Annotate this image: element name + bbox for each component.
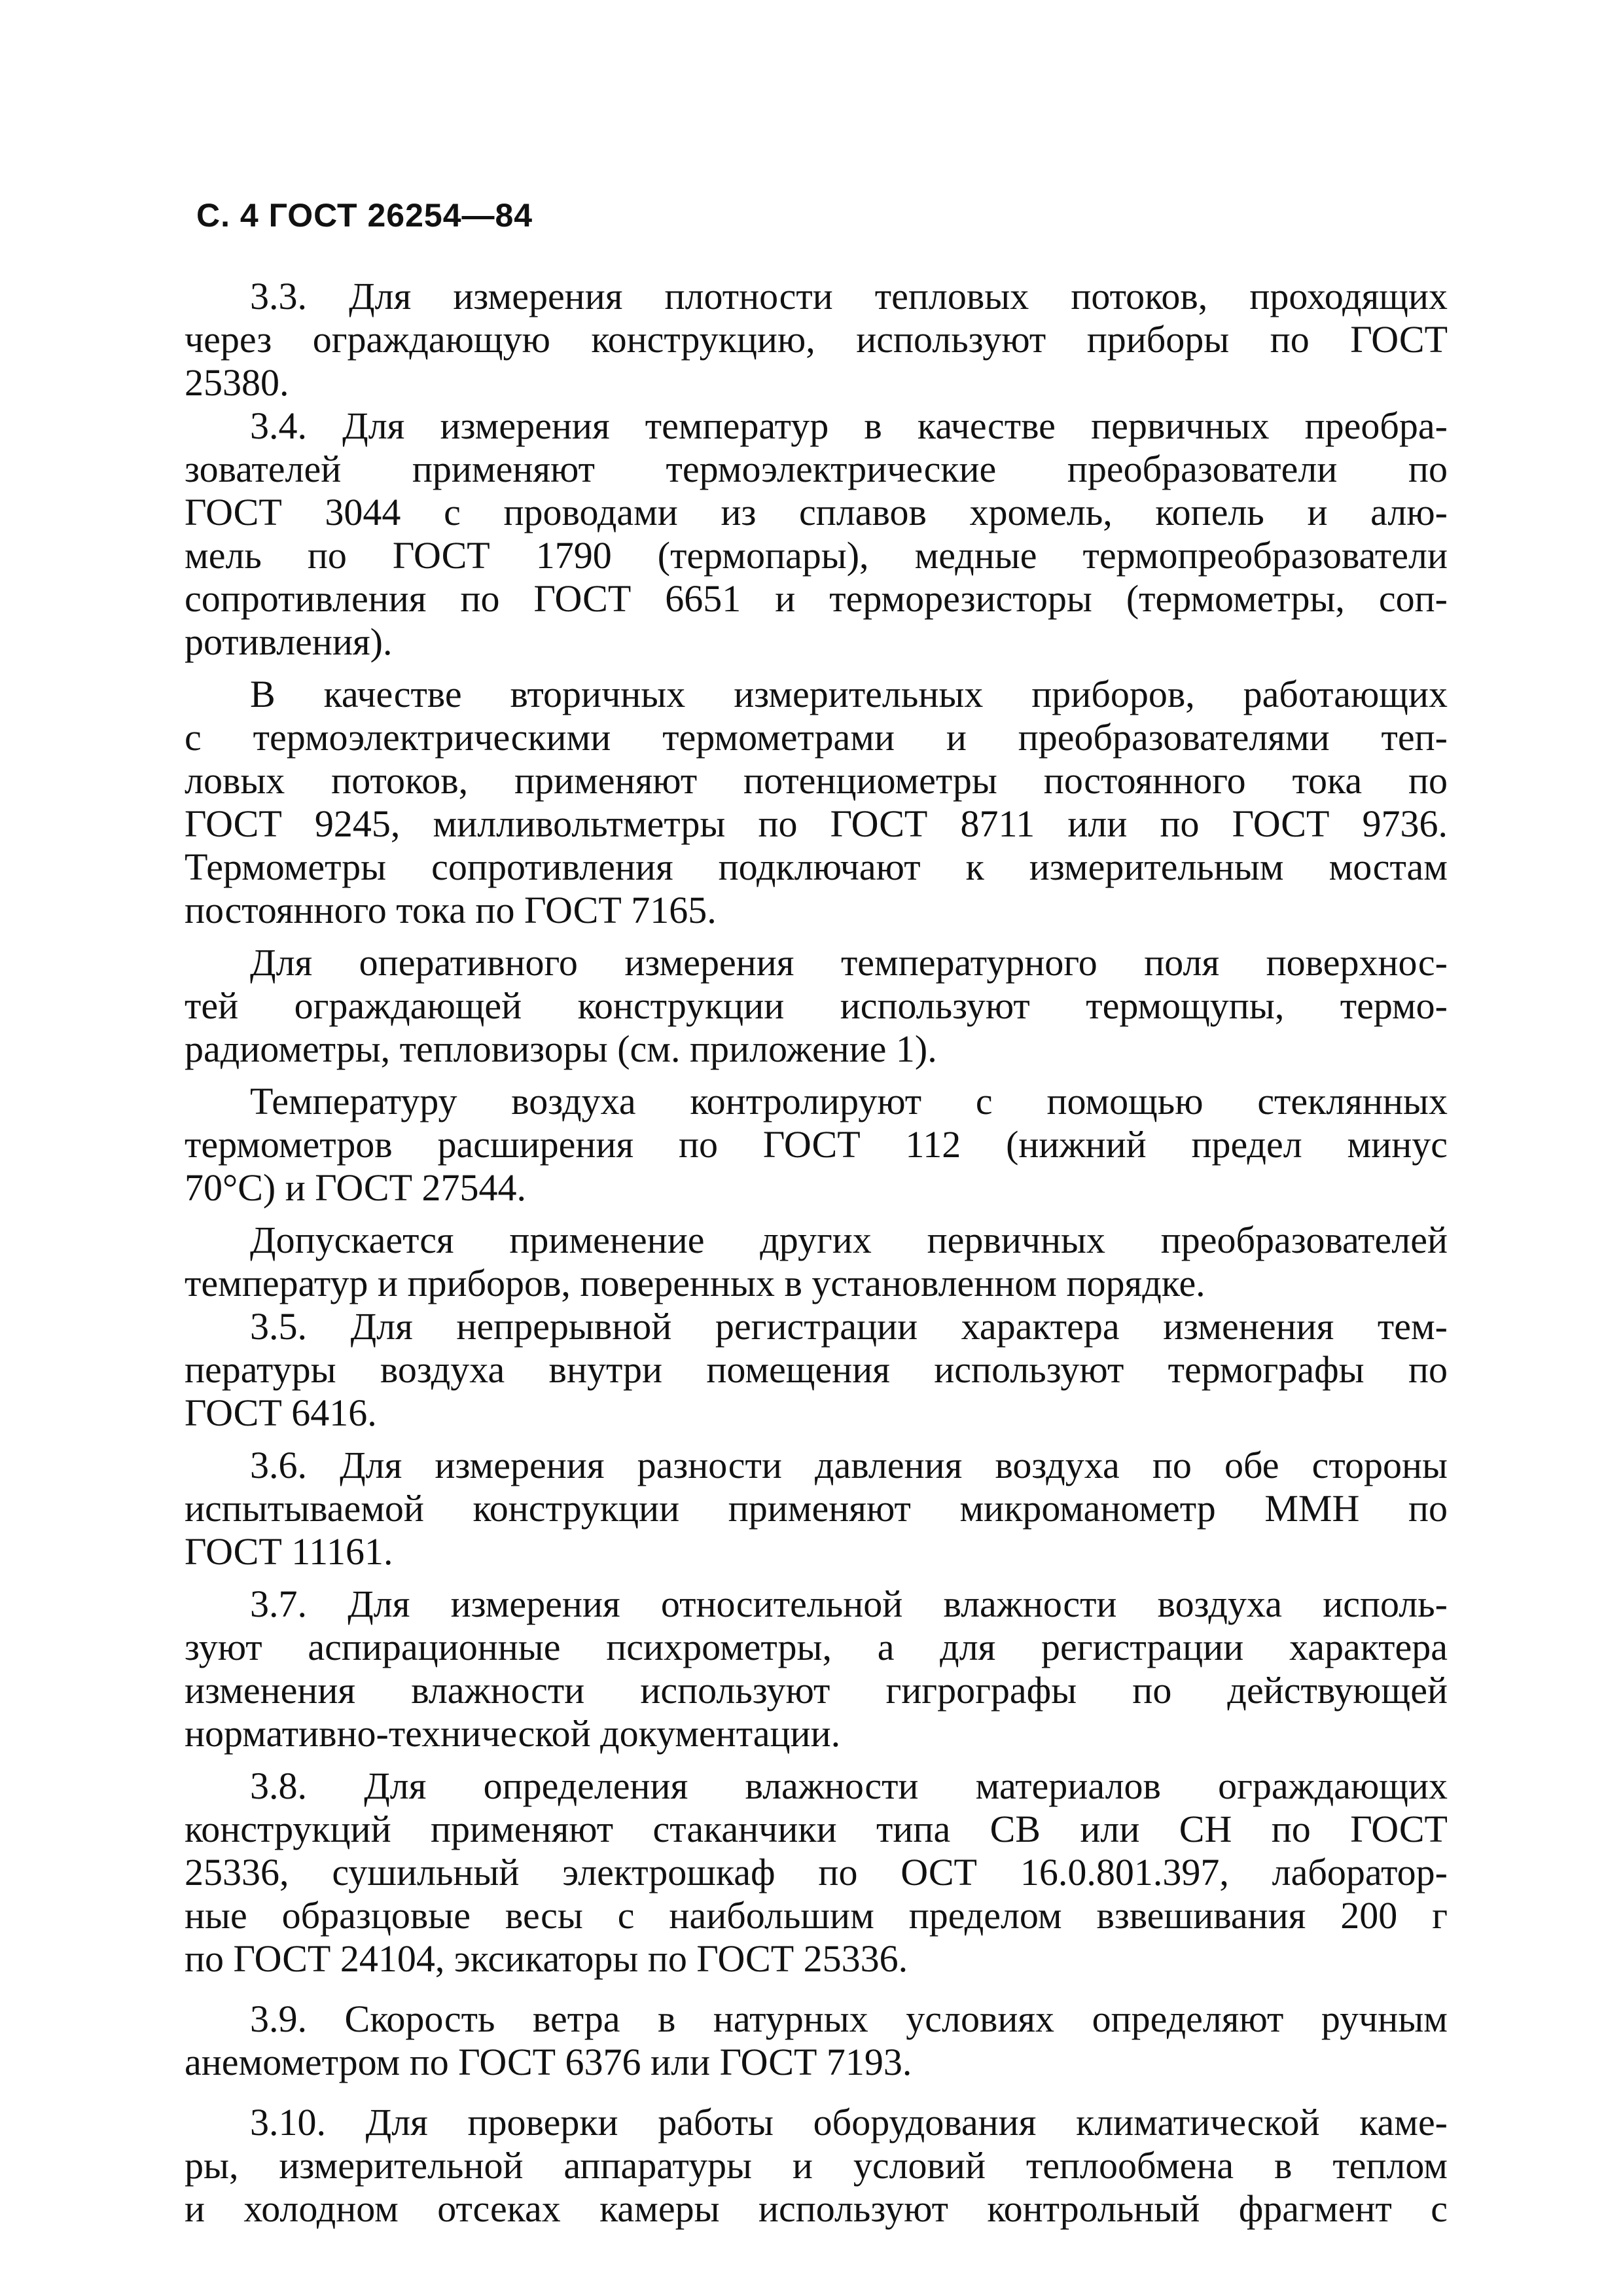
- text-line: мель по ГОСТ 1790 (термопары), медные термопреобразователи: [185, 534, 1448, 577]
- text-line: Для оперативного измерения температурного поля поверхнос-: [250, 941, 1448, 984]
- text-line: 70°С) и ГОСТ 27544.: [185, 1166, 527, 1209]
- text-line: ГОСТ 11161.: [185, 1530, 393, 1573]
- text-line: и холодном отсеках камеры используют контрольный фрагмент с: [185, 2187, 1448, 2230]
- text-line: 3.3. Для измерения плотности тепловых потоков, проходящих: [250, 275, 1448, 317]
- text-line: нормативно-технической документации.: [185, 1712, 841, 1755]
- paragraph-3-8: [185, 1765, 1448, 1981]
- text-line: зователей применяют термоэлектрические преобразователи по: [185, 448, 1448, 490]
- text-line: испытываемой конструкции применяют микроманометр ММН по: [185, 1487, 1448, 1530]
- text-line: 3.10. Для проверки работы оборудования климатической каме-: [250, 2101, 1448, 2144]
- text-line: 3.5. Для непрерывной регистрации характера изменения тем-: [250, 1305, 1448, 1348]
- text-line: 3.6. Для измерения разности давления воздуха по обе стороны: [250, 1444, 1448, 1486]
- text-line: ГОСТ 9245, милливольтметры по ГОСТ 8711 или по ГОСТ 9736.: [185, 802, 1448, 845]
- text-line: Термометры сопротивления подключают к измерительным мостам: [185, 846, 1448, 888]
- text-line: Температуру воздуха контролируют с помощью стеклянных: [250, 1080, 1448, 1122]
- text-line: 3.7. Для измерения относительной влажности воздуха исполь-: [250, 1583, 1448, 1625]
- paragraph-secondary-instruments: [185, 673, 1448, 932]
- text-line: 25336, сушильный электрошкаф по ОСТ 16.0.801.397, лаборатор-: [185, 1851, 1448, 1893]
- paragraph-3-3: [185, 275, 1448, 404]
- text-line: ловых потоков, применяют потенциометры постоянного тока по: [185, 759, 1448, 802]
- text-line: по ГОСТ 24104, эксикаторы по ГОСТ 25336.: [185, 1937, 908, 1980]
- text-line: ГОСТ 6416.: [185, 1391, 377, 1434]
- paragraph-3-7: [185, 1583, 1448, 1755]
- text-line: Допускается применение других первичных преобразователей: [250, 1219, 1448, 1261]
- text-line: 3.8. Для определения влажности материалов ограждающих: [250, 1765, 1448, 1807]
- text-line: термометров расширения по ГОСТ 112 (нижний предел минус: [185, 1123, 1448, 1166]
- paragraph-operative-measurement: [185, 941, 1448, 1071]
- paragraph-air-temperature: [185, 1080, 1448, 1210]
- text-line: ные образцовые весы с наибольшим пределом взвешивания 200 г: [185, 1894, 1448, 1937]
- paragraph-other-converters: [185, 1219, 1448, 1305]
- text-line: 3.4. Для измерения температур в качестве первичных преобра-: [250, 404, 1448, 447]
- text-line: В качестве вторичных измерительных приборов, работающих: [250, 673, 1448, 715]
- text-line: изменения влажности используют гигрографы по действующей: [185, 1669, 1448, 1712]
- paragraph-3-10: [185, 2101, 1448, 2231]
- text-line: 25380.: [185, 361, 289, 404]
- text-line: 3.9. Скорость ветра в натурных условиях определяют ручным: [250, 1998, 1448, 2040]
- document-body: [185, 275, 1448, 2231]
- text-line: конструкций применяют стаканчики типа СВ или СН по ГОСТ: [185, 1808, 1448, 1850]
- paragraph-3-9: [185, 1998, 1448, 2084]
- text-line: радиометры, тепловизоры (см. приложение 1).: [185, 1028, 937, 1070]
- text-line: ры, измерительной аппаратуры и условий теплообмена в теплом: [185, 2144, 1448, 2187]
- text-line: тей ограждающей конструкции используют термощупы, термо-: [185, 984, 1448, 1027]
- text-line: через ограждающую конструкцию, используют приборы по ГОСТ: [185, 318, 1448, 361]
- text-line: ГОСТ 3044 с проводами из сплавов хромель, копель и алю-: [185, 491, 1448, 533]
- text-line: постоянного тока по ГОСТ 7165.: [185, 889, 717, 931]
- text-line: анемометром по ГОСТ 6376 или ГОСТ 7193.: [185, 2041, 912, 2083]
- text-line: температур и приборов, поверенных в установленном порядке.: [185, 1262, 1205, 1304]
- page-header: С. 4 ГОСТ 26254—84: [196, 197, 533, 234]
- paragraph-3-5: [185, 1305, 1448, 1435]
- text-line: пературы воздуха внутри помещения используют термографы по: [185, 1348, 1448, 1391]
- text-line: с термоэлектрическими термометрами и преобразователями теп-: [185, 716, 1448, 759]
- paragraph-3-6: [185, 1444, 1448, 1573]
- text-line: ротивления).: [185, 620, 393, 663]
- paragraph-3-4: [185, 404, 1448, 664]
- text-line: зуют аспирационные психрометры, а для регистрации характера: [185, 1626, 1448, 1668]
- text-line: сопротивления по ГОСТ 6651 и терморезисторы (термометры, соп-: [185, 577, 1448, 620]
